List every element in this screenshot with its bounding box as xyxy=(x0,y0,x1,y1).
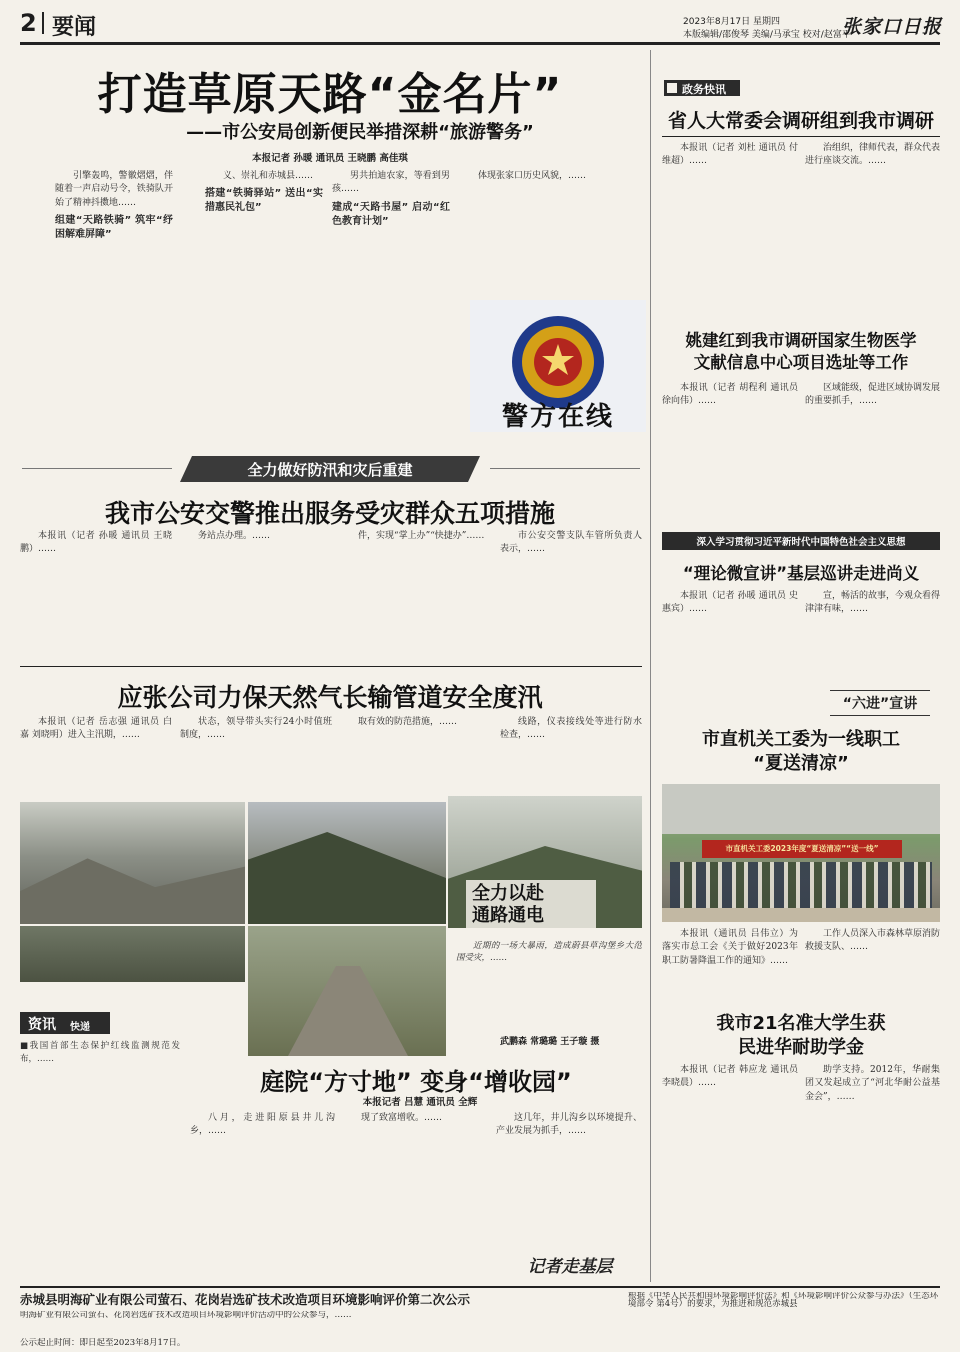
lead-headline: 打造草原天路“金名片” xyxy=(97,69,563,120)
lead-col3-text: 男共拍迪农家，等看到男孩…… xyxy=(332,171,450,195)
disaster-banner-text: 全力做好防汛和灾后重建 xyxy=(247,461,413,479)
courtyard-column-1 xyxy=(190,1112,335,1282)
pipeline-col2-text: 状态，领导带头实行24小时值班制度，…… xyxy=(180,717,332,741)
page-number: 2 xyxy=(20,9,37,37)
lecture-badge: “六进”宣讲 xyxy=(830,690,930,716)
cool-col2-text: 工作人员深入市森林草原消防救援支队、…… xyxy=(805,929,940,953)
yao-column-1 xyxy=(662,382,798,524)
police-online-graphic xyxy=(470,300,646,432)
traffic-col4-text: 市公安交警支队车管所负责人表示，…… xyxy=(500,531,642,555)
cool-group-photo xyxy=(662,784,940,922)
npc-headline: 省人大常委会调研组到我市调研 xyxy=(667,110,934,132)
lecture-col2-text: 宣，畅活的故事，今观众看得津津有味，…… xyxy=(805,591,940,615)
traffic-column-3 xyxy=(340,530,492,660)
page-number-divider xyxy=(42,12,44,34)
lead-col1-text: 引擎轰鸣，警徽熠熠，伴随着一声启动号令，铁骑队开始了精神抖擞地…… xyxy=(55,171,173,208)
road-photo-credit: 武鹏森 常璐璐 王子璇 摄 xyxy=(500,1037,600,1047)
students-column-1 xyxy=(662,1064,798,1154)
students-column-2 xyxy=(805,1064,940,1154)
lead-subheadline: ——市公安局创新便民举措深耕“旅游警务” xyxy=(186,122,534,143)
lead-byline: 本报记者 孙暖 通讯员 王晓鹏 高佳琪 xyxy=(252,153,408,164)
cool-headline-line1: 市直机关工委为一线职工 xyxy=(702,729,900,750)
road-photo-2-slope xyxy=(248,832,446,924)
yao-headline xyxy=(662,330,940,374)
pipeline-column-1 xyxy=(20,716,172,800)
notice-side-note-text: 根据《中华人民共和国环境影响评价法》和《环境影响评价公众参与办法》（生态环境部令 第4号）的要求，为推进和规范赤城县 xyxy=(628,1292,939,1308)
lecture-column-2 xyxy=(805,590,940,686)
courtyard-column-3 xyxy=(496,1112,642,1242)
courtyard-byline: 本报记者 吕慧 通讯员 全辉 xyxy=(362,1097,478,1108)
npc-column-1 xyxy=(662,142,798,324)
traffic-col2-text: 务站点办理。…… xyxy=(198,531,271,541)
courtyard-col1-text: 八月，走进阳原县井儿沟乡，…… xyxy=(190,1113,335,1137)
lead-column-2 xyxy=(205,170,323,432)
politics-tag-text: 政务快讯 xyxy=(682,83,726,96)
traffic-col1-text: 本报讯（记者 孙暖 通讯员 王晓鹏）…… xyxy=(20,531,172,555)
yao-headline-line1: 姚建红到我市调研国家生物医学 xyxy=(685,331,917,350)
briefs-text: ■我国首部生态保护红线监测规范发布，…… xyxy=(20,1041,180,1064)
cool-headline-line2: “夏送清凉” xyxy=(753,753,849,774)
yao-headline-line2: 文献信息中心项目选址等工作 xyxy=(693,353,909,372)
courtyard-column-2 xyxy=(343,1112,488,1282)
pipeline-col3-text: 取有效的防范措施，…… xyxy=(358,717,458,727)
notice-top-rule xyxy=(20,1286,940,1288)
students-headline-line1: 我市21名准大学生获 xyxy=(716,1013,886,1034)
lead-subhead-1: 组建“天路铁骑” 筑牢“纾困解难屏障” xyxy=(55,215,173,241)
masthead-rule xyxy=(20,42,940,45)
road-photo-5 xyxy=(248,926,446,1056)
npc-col2-text: 治组织，律师代表，群众代表进行座谈交流。…… xyxy=(805,143,940,167)
pipeline-column-2 xyxy=(180,716,332,800)
pipeline-column-3 xyxy=(340,716,492,800)
yao-col2-text: 区域能级，促进区域协调发展的重要抓手，…… xyxy=(805,383,940,407)
road-photo-1 xyxy=(20,802,245,924)
road-photo-2 xyxy=(248,802,446,924)
paper-logo: 张家口日报 xyxy=(842,16,943,38)
traffic-col3-text: 件，实现“掌上办”“快捷办”…… xyxy=(358,531,485,541)
cool-headline xyxy=(662,728,940,776)
police-online-text: 警方在线 xyxy=(501,402,614,432)
notice-body-text: 明海矿业有限公司萤石、花岗岩选矿技术改造项目环境影响评价活动中的公众参与，…… xyxy=(20,1311,352,1320)
road-photo-caption xyxy=(456,940,642,1028)
traffic-column-2 xyxy=(180,530,332,660)
traffic-column-1 xyxy=(20,530,172,660)
briefs-tag: 快递 xyxy=(70,1022,90,1033)
lecture-col1-text: 本报讯（记者 孙暖 通讯员 史惠宾）…… xyxy=(662,591,798,615)
notice-footer: 公示起止时间：即日起至2023年8月17日。 xyxy=(20,1338,186,1348)
road-photo-4 xyxy=(20,926,245,982)
cool-photo-people xyxy=(670,862,932,908)
students-headline xyxy=(662,1012,940,1060)
courtyard-headline: 庭院“方寸地” 变身“增收园” xyxy=(260,1068,572,1096)
notice-body xyxy=(20,1311,940,1338)
students-col2-text: 助学支持。2012年，华耐集团又发起成立了“河北华耐公益基金会”，…… xyxy=(805,1065,940,1102)
date-line: 2023年8月17日 星期四 xyxy=(683,17,780,27)
yao-column-2 xyxy=(805,382,940,524)
road-photo-caption-text: 近期的一场大暴雨，造成蔚县草沟堡乡大范围受灾，…… xyxy=(456,941,642,963)
lead-column-4 xyxy=(460,170,642,290)
section-name: 要闻 xyxy=(52,15,97,40)
road-photo-title-line2: 通路通电 xyxy=(472,905,544,926)
notice-side-note xyxy=(628,1292,940,1308)
courtyard-col3-text: 这几年，井儿沟乡以环境提升、产业发展为抓手，…… xyxy=(496,1113,642,1137)
npc-rule xyxy=(662,136,940,137)
cool-photo-banner-text: 市直机关工委2023年度“夏送清凉”“送一线” xyxy=(725,844,879,853)
npc-col1-text: 本报讯（记者 刘杜 通讯员 付维超）…… xyxy=(662,143,798,167)
road-photo-title xyxy=(466,880,596,930)
theory-banner-text: 深入学习贯彻习近平新时代中国特色社会主义思想 xyxy=(696,537,906,548)
notice-headline: 赤城县明海矿业有限公司萤石、花岗岩选矿技术改造项目环境影响评价第二次公示 xyxy=(20,1292,471,1307)
lead-column-1 xyxy=(55,170,173,432)
cool-photo-ground xyxy=(662,908,940,922)
pipeline-col1-text: 本报讯（记者 岳志强 通讯员 白嘉 刘晓明）进入主汛期，…… xyxy=(20,717,172,741)
cool-col1-text: 本报讯（通讯员 吕伟立）为落实市总工会《关于做好2023年职工防暑降温工作的通知》…… xyxy=(662,929,798,966)
road-photo-1-hill xyxy=(20,842,245,924)
briefs-column xyxy=(20,1040,180,1276)
students-col1-text: 本报讯（记者 韩应龙 通讯员 李晓晨）…… xyxy=(662,1065,798,1089)
editor-line: 本版编辑/邵俊琴 美编/马承宝 校对/赵富平 xyxy=(683,30,851,40)
cool-photo-building xyxy=(662,784,940,834)
disaster-rule-right xyxy=(490,468,640,469)
lecture-column-1 xyxy=(662,590,798,724)
pipeline-headline: 应张公司力保天然气长输管道安全度汛 xyxy=(117,683,543,712)
road-photo-title-line1: 全力以赴 xyxy=(472,883,544,904)
pipeline-col4-text: 线路，仪表接线处等进行防水检查，…… xyxy=(500,717,642,741)
students-headline-line2: 民进华耐助学金 xyxy=(738,1037,864,1058)
lead-col2-text: 义、崇礼和赤城县…… xyxy=(223,171,314,181)
lead-subhead-2: 搭建“铁骑驿站” 送出“实措惠民礼包” xyxy=(205,188,323,214)
cool-column-1 xyxy=(662,928,798,1008)
lead-subhead-3: 建成“天路书屋” 启动“红色教育计划” xyxy=(332,201,450,227)
traffic-column-4 xyxy=(500,530,642,660)
disaster-rule xyxy=(22,468,172,469)
pipeline-column-4 xyxy=(500,716,642,800)
briefs-label: 资讯 xyxy=(28,1017,56,1033)
courtyard-stamp: 记者走基层 xyxy=(527,1257,613,1277)
lead-col4-text: 体现张家口历史风貌，…… xyxy=(478,171,587,181)
road-photo-5-road xyxy=(288,966,408,1056)
lead-column-3 xyxy=(332,170,450,432)
cool-column-2 xyxy=(805,928,940,1008)
courtyard-col2-text: 现了致富增收。…… xyxy=(361,1113,443,1123)
column-separator xyxy=(650,50,651,1282)
yao-col1-text: 本报讯（记者 胡程利 通讯员 徐向伟）…… xyxy=(662,383,798,407)
traffic-bottom-rule xyxy=(20,666,642,667)
traffic-headline: 我市公安交警推出服务受灾群众五项措施 xyxy=(104,499,555,528)
npc-column-2 xyxy=(805,142,940,324)
lecture-headline: “理论微宣讲”基层巡讲走进尚义 xyxy=(682,564,920,583)
politics-tag-icon xyxy=(667,83,677,93)
